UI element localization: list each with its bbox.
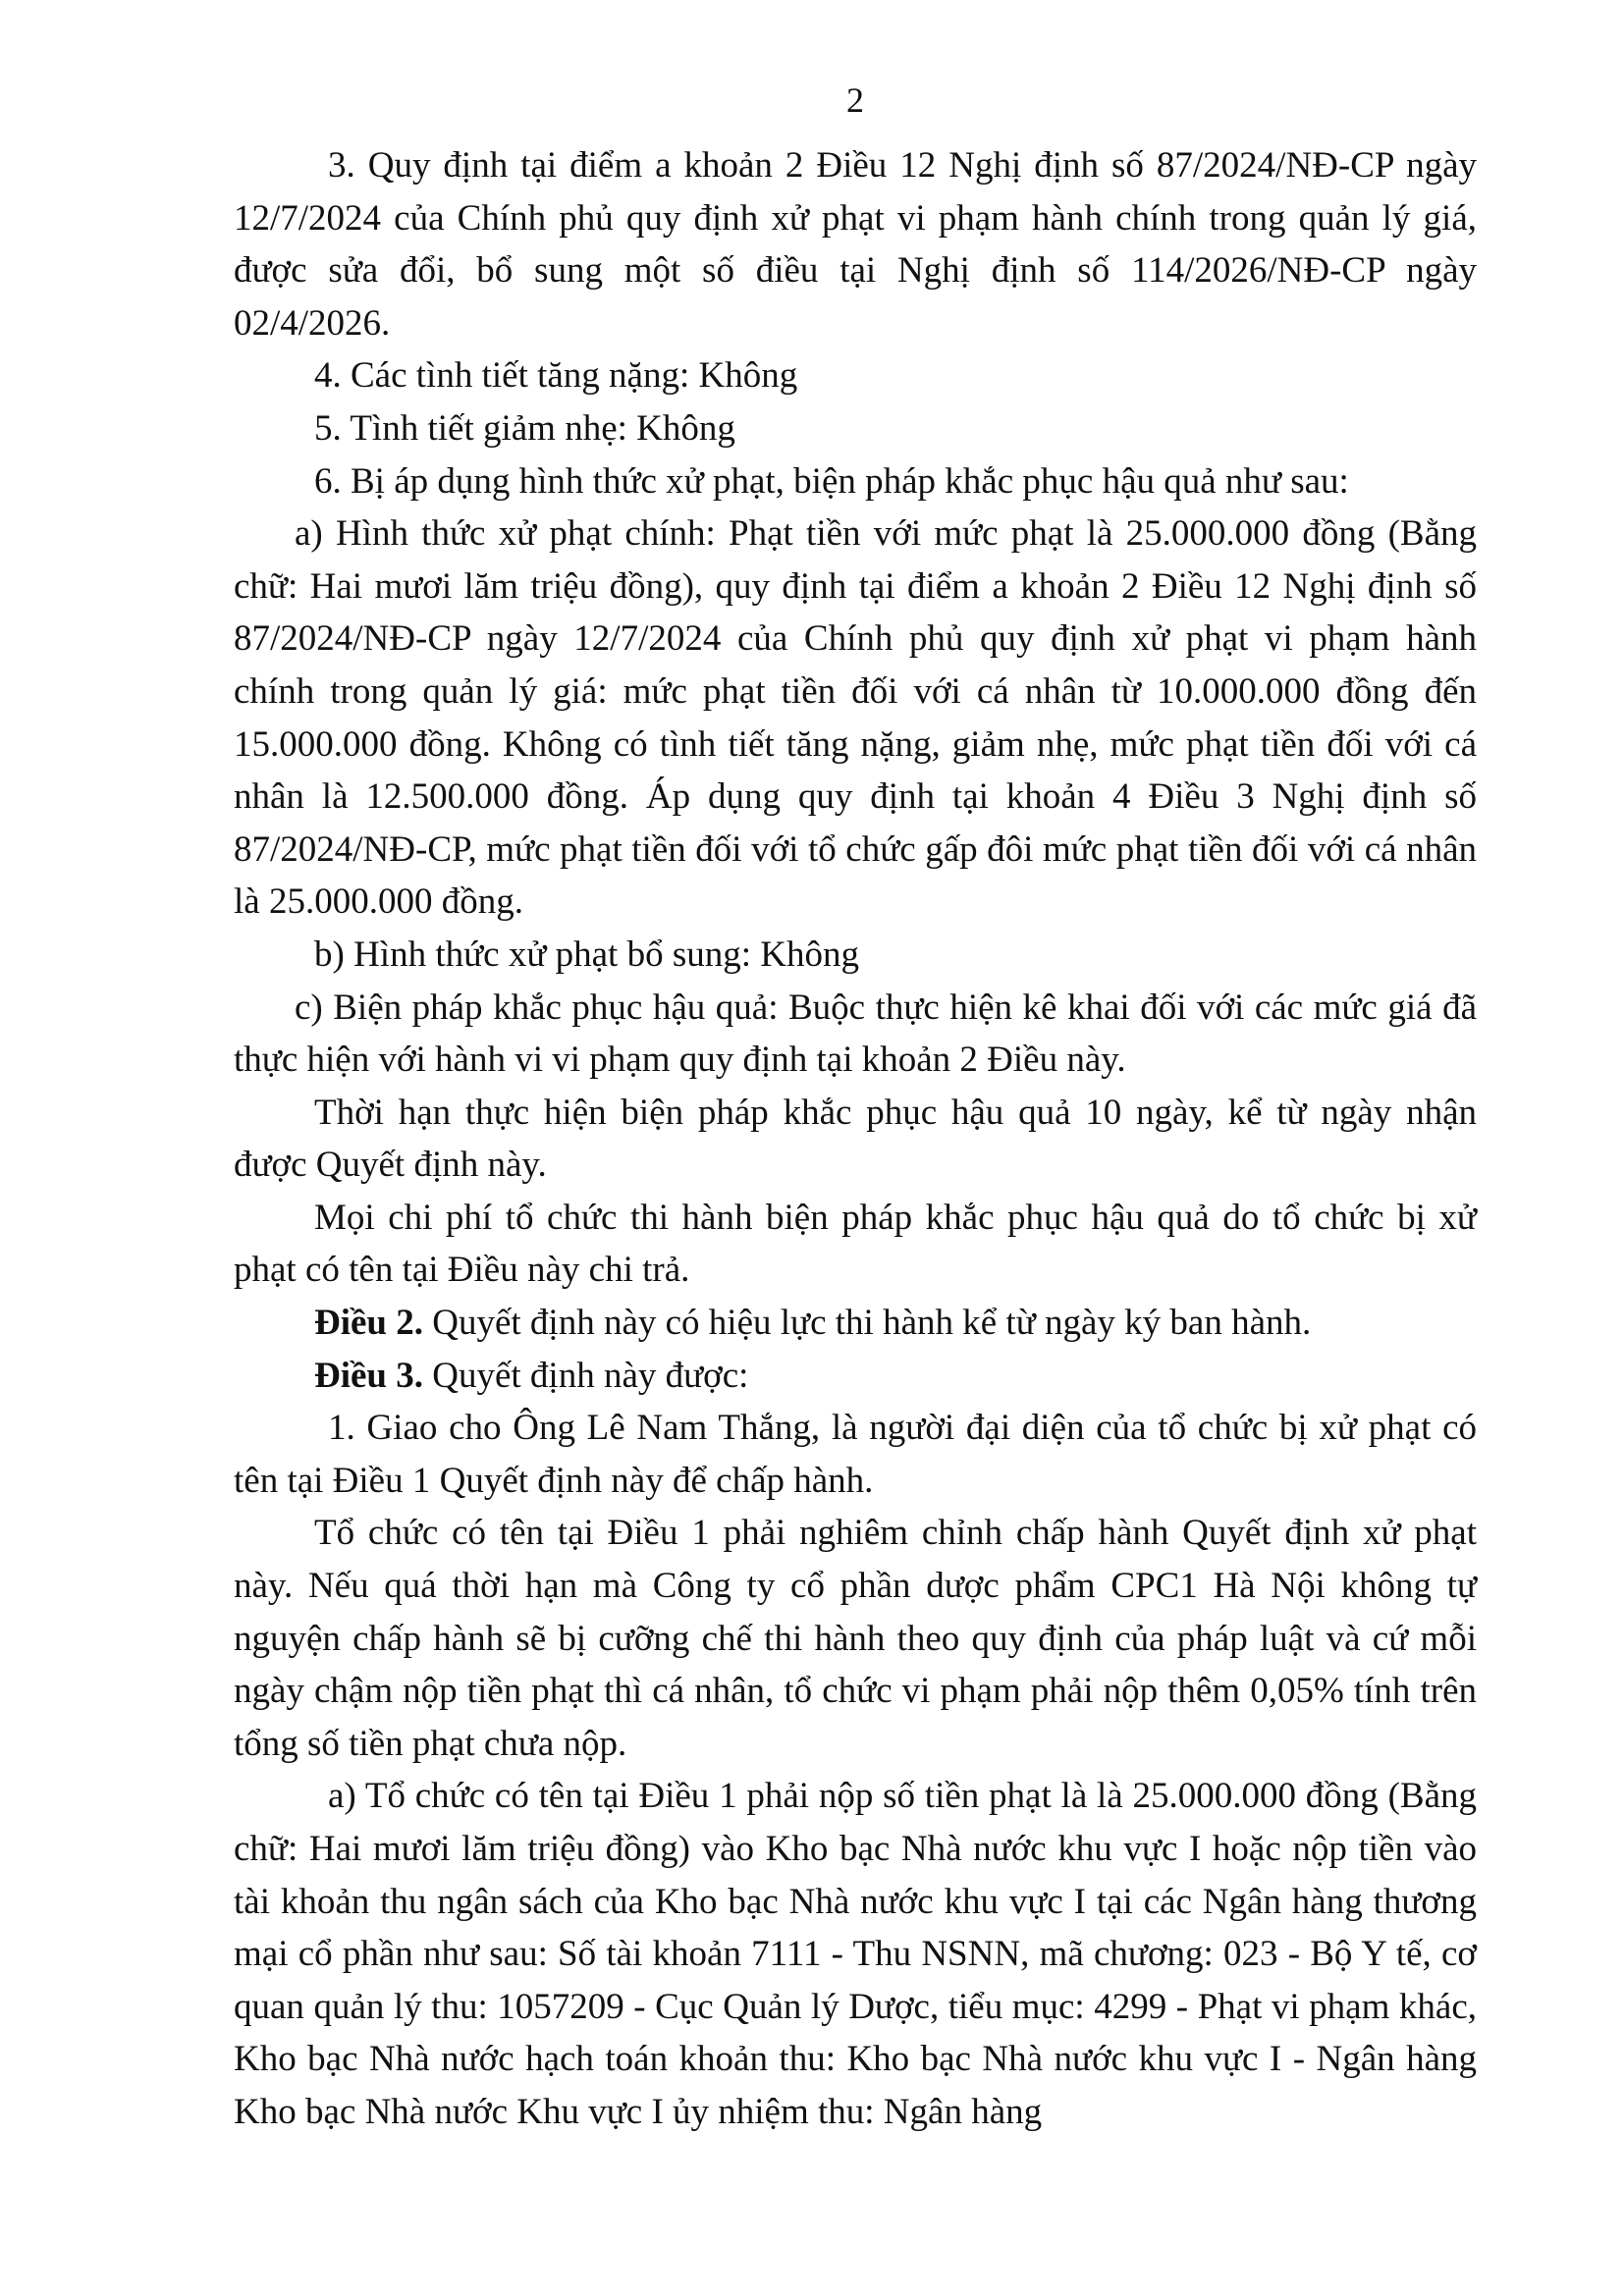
article-3-label: Điều 3.	[314, 1355, 423, 1396]
paragraph-article-2	[234, 1297, 1477, 1350]
paragraph-aggravating-circumstances: 4. Các tình tiết tăng nặng: Không	[314, 355, 798, 397]
article-2-label: Điều 2.	[314, 1303, 423, 1344]
paragraph-remedial-deadline: Thời hạn thực hiện biện pháp khắc phục hậu quả 10 ngày, kể từ ngày nhận được Quyết định này.	[234, 1092, 1477, 1186]
article-3-text: Quyết định này được:	[423, 1355, 749, 1396]
paragraph-compliance: Tổ chức có tên tại Điều 1 phải nghiêm chỉnh chấp hành Quyết định xử phạt này. Nếu quá thời hạn mà Công ty cổ phần dược phẩm CPC1 Hà Nội không tự nguyện chấp hành sẽ bị cưỡng chế thi hành theo quy định của pháp luật và cứ mỗi ngày chậm nộp tiền phạt thì cá nhân, tổ chức vi phạm phải nộp thêm 0,05% tính trên tổng số tiền phạt chưa nộp.	[234, 1513, 1477, 1764]
paragraph-delivery: 1. Giao cho Ông Lê Nam Thắng, là người đại diện của tổ chức bị xử phạt có tên tại Điều 1 Quyết định này để chấp hành.	[234, 1408, 1477, 1501]
paragraph-penalty-forms: 6. Bị áp dụng hình thức xử phạt, biện pháp khắc phục hậu quả như sau:	[314, 460, 1349, 502]
paragraph-mitigating-circumstances: 5. Tình tiết giảm nhẹ: Không	[314, 407, 735, 449]
paragraph-additional-penalty: b) Hình thức xử phạt bổ sung: Không	[314, 934, 859, 975]
paragraph-remedial-measures: c) Biện pháp khắc phục hậu quả: Buộc thực hiện kê khai đối với các mức giá đã thực hiện với hành vi vi phạm quy định tại khoản 2 Điều này.	[234, 987, 1477, 1081]
paragraph-payment: a) Tổ chức có tên tại Điều 1 phải nộp số tiền phạt là là 25.000.000 đồng (Bằng chữ: Hai mươi lăm triệu đồng) vào Kho bạc Nhà nước khu vực I hoặc nộp tiền vào tài khoản thu ngân sách của Kho bạc Nhà nước khu vực I tại các Ngân hàng thương mại cổ phần như sau: Số tài khoản 7111 - Thu NSNN, mã chương: 023 - Bộ Y tế, cơ quan quản lý thu: 1057209 - Cục Quản lý Dược, tiểu mục: 4299 - Phạt vi phạm khác, Kho bạc Nhà nước hạch toán khoản thu: Kho bạc Nhà nước khu vực I - Ngân hàng Kho bạc Nhà nước Khu vực I ủy nhiệm thu: Ngân hàng	[234, 1776, 1477, 2132]
paragraph-legal-basis-3: 3. Quy định tại điểm a khoản 2 Điều 12 Nghị định số 87/2024/NĐ-CP ngày 12/7/2024 của Chính phủ quy định xử phạt vi phạm hành chính trong quản lý giá, được sửa đổi, bổ sung một số điều tại Nghị định số 114/2026/NĐ-CP ngày 02/4/2026.	[234, 145, 1477, 344]
paragraph-main-penalty: a) Hình thức xử phạt chính: Phạt tiền với mức phạt là 25.000.000 đồng (Bằng chữ: Hai mươi lăm triệu đồng), quy định tại điểm a khoản 2 Điều 12 Nghị định số 87/2024/NĐ-CP ngày 12/7/2024 của Chính phủ quy định xử phạt vi phạm hành chính trong quản lý giá: mức phạt tiền đối với cá nhân từ 10.000.000 đồng đến 15.000.000 đồng. Không có tình tiết tăng nặng, giảm nhẹ, mức phạt tiền đối với cá nhân là 12.500.000 đồng. Áp dụng quy định tại khoản 4 Điều 3 Nghị định số 87/2024/NĐ-CP, mức phạt tiền đối với tổ chức gấp đôi mức phạt tiền đối với cá nhân là 25.000.000 đồng.	[234, 513, 1477, 923]
article-2-text: Quyết định này có hiệu lực thi hành kể từ ngày ký ban hành.	[423, 1303, 1312, 1344]
paragraph-remedial-costs: Mọi chi phí tổ chức thi hành biện pháp khắc phục hậu quả do tổ chức bị xử phạt có tên tại Điều này chi trả.	[234, 1197, 1477, 1291]
paragraph-article-3	[234, 1350, 1477, 1403]
document-body	[234, 139, 1477, 2139]
page-number: 2	[846, 80, 864, 120]
